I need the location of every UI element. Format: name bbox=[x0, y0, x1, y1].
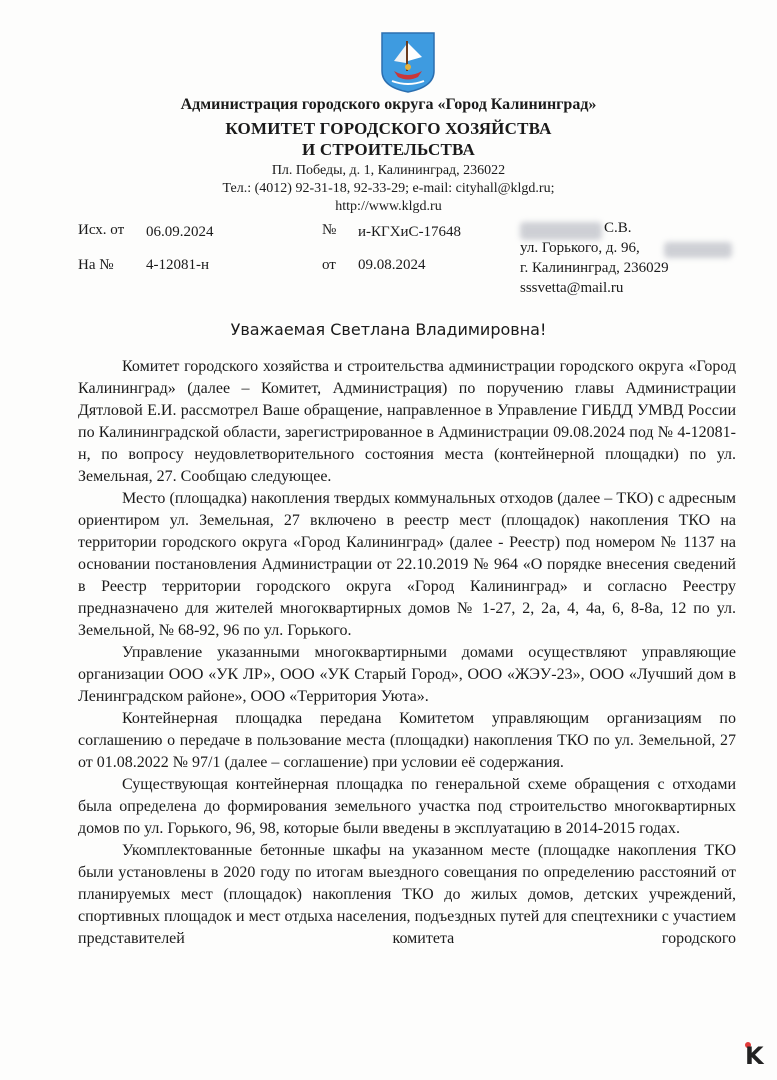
redacted-apartment bbox=[664, 242, 732, 258]
committee-title-line2: И СТРОИТЕЛЬСТВА bbox=[302, 140, 475, 159]
paragraph: Место (площадка) накопления твердых коммунальных отходов (далее – ТКО) с адресным ориентиром ул. Земельная, 27 включено в реестр мест (площадок) накопления ТКО на территории городского округа «Город Калининград» (далее - Реестр) под номером № 1137 на основании постановления Администрации от 22.10.2019 № 964 «О порядке внесения сведений в Реестр территории городского округа «Город Калининград» и согласно Реестру предназначено для жителей многоквартирных домов № 1-27, 2, 2а, 4, 4а, 6, 8-8а, 12 по ул. Земельной, № 68-92, 96 по ул. Горького. bbox=[78, 490, 736, 639]
paragraph: Контейнерная площадка передана Комитетом управляющим организациям по соглашению о передаче в пользование места (площадки) накопления ТКО по ул. Земельной, 27 от 01.08.2022 № 97/1 (далее – соглашение) при условии её содержания. bbox=[78, 710, 736, 771]
redacted-surname bbox=[520, 222, 602, 240]
incoming-date: 09.08.2024 bbox=[358, 257, 426, 273]
incoming-number-label: На № bbox=[78, 257, 114, 273]
incoming-number: 4-12081-н bbox=[146, 257, 210, 273]
recipient-email: sssvetta@mail.ru bbox=[520, 280, 624, 296]
committee-title-line1: КОМИТЕТ ГОРОДСКОГО ХОЗЯЙСТВА bbox=[225, 119, 552, 138]
administration-title: Администрация городского округа «Город Калининград» bbox=[180, 96, 597, 113]
paragraph: Существующая контейнерная площадка по генеральной схеме обращения с отходами была определена до формирования земельного участка под строительство многоквартирных домов по ул. Горького, 96, 98, которые были введены в эксплуатацию в 2014-2015 годах. bbox=[78, 776, 736, 837]
recipient-city: г. Калининград, 236029 bbox=[520, 260, 669, 276]
recipient-initials: С.В. bbox=[604, 220, 632, 236]
committee-website: http://www.klgd.ru bbox=[335, 199, 442, 214]
outgoing-date: 06.09.2024 bbox=[146, 224, 214, 240]
committee-contacts: Тел.: (4012) 92-31-18, 92-33-29; e-mail: cityhall@klgd.ru; bbox=[222, 181, 555, 196]
outgoing-label: Исх. от bbox=[78, 222, 125, 238]
paragraph: Комитет городского хозяйства и строительства администрации городского округа «Город Калининград» (далее – Комитет, Администрация) по поручению главы Администрации Дятловой Е.И. рассмотрел Ваше обращение, направленное в Управление ГИБДД УМВД России по Калининградской области, зарегистрированное в Администрации 09.08.2024 под № 4-12081-н, по вопросу неудовлетворительного состояния места (контейнерной площадки) по ул. Земельная, 27. Сообщаю следующее. bbox=[78, 358, 736, 485]
incoming-from-label: от bbox=[322, 257, 336, 273]
watermark-logo: K bbox=[745, 1042, 764, 1070]
number-sign: № bbox=[322, 222, 337, 238]
committee-address: Пл. Победы, д. 1, Калининград, 236022 bbox=[271, 163, 506, 178]
letter-body bbox=[78, 356, 736, 950]
recipient-street: ул. Горького, д. 96, bbox=[520, 240, 640, 256]
kaliningrad-coat-of-arms-icon bbox=[380, 31, 436, 94]
outgoing-number: и-КГХиС-17648 bbox=[358, 224, 462, 240]
paragraph: Укомплектованные бетонные шкафы на указанном месте (площадке накопления ТКО были установлены в 2020 году по итогам выездного совещания по определению расстояний от планируемых мест (площадок) накопления ТКО до жилых домов, детских учреждений, спортивных площадок и мест отдыха населения, подъездных путей для спецтехники с участием представителей комитета городского bbox=[78, 842, 736, 947]
greeting: Уважаемая Светлана Владимировна! bbox=[230, 320, 547, 339]
paragraph: Управление указанными многоквартирными домами осуществляют управляющие организации ООО «УК ЛР», ООО «УК Старый Город», ООО «ЖЭУ-23», ООО «Лучший дом в Ленинградском районе», ООО «Территория Уюта». bbox=[78, 644, 736, 705]
